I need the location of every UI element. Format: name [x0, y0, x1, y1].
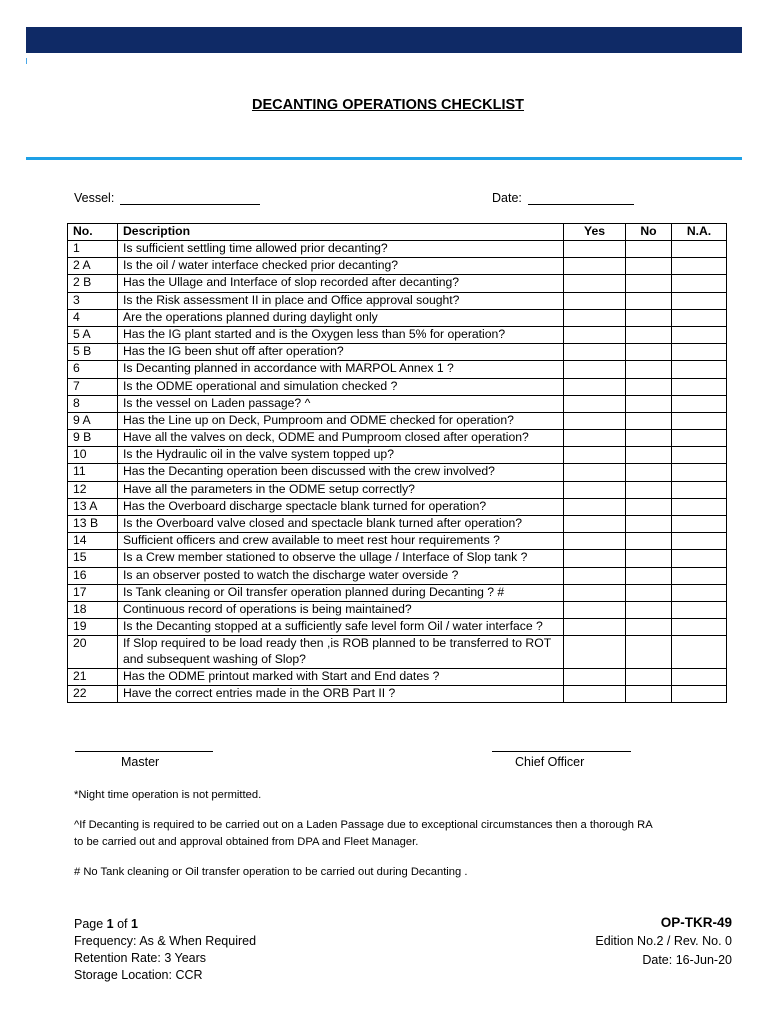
item-description: Is the oil / water interface checked prior decanting?	[118, 258, 564, 275]
yes-cell[interactable]	[564, 292, 626, 309]
col-na-header: N.A.	[672, 224, 727, 241]
note-laden-passage	[74, 817, 714, 850]
note-laden-passage-line2: to be carried out and approval obtained from DPA and Fleet Manager.	[74, 835, 419, 848]
table-row	[68, 533, 727, 550]
yes-cell[interactable]	[564, 447, 626, 464]
no-cell[interactable]	[626, 344, 672, 361]
item-number: 19	[68, 619, 118, 636]
item-description: Has the Line up on Deck, Pumproom and ODME checked for operation?	[118, 412, 564, 429]
no-cell[interactable]	[626, 292, 672, 309]
table-row	[68, 550, 727, 567]
table-row	[68, 567, 727, 584]
no-cell[interactable]	[626, 584, 672, 601]
yes-cell[interactable]	[564, 481, 626, 498]
item-number: 10	[68, 447, 118, 464]
yes-cell[interactable]	[564, 668, 626, 685]
na-cell[interactable]	[672, 241, 727, 258]
no-cell[interactable]	[626, 326, 672, 343]
na-cell[interactable]	[672, 275, 727, 292]
yes-cell[interactable]	[564, 685, 626, 702]
no-cell[interactable]	[626, 516, 672, 533]
item-description: Is Decanting planned in accordance with MARPOL Annex 1 ?	[118, 361, 564, 378]
no-cell[interactable]	[626, 601, 672, 618]
yes-cell[interactable]	[564, 636, 626, 668]
col-no-header: No.	[68, 224, 118, 241]
item-number: 16	[68, 567, 118, 584]
table-row	[68, 447, 727, 464]
item-number: 17	[68, 584, 118, 601]
note-tank-cleaning: # No Tank cleaning or Oil transfer operation to be carried out during Decanting .	[74, 866, 468, 878]
col-no-answer-header: No	[626, 224, 672, 241]
item-number: 2 A	[68, 258, 118, 275]
item-description: If Slop required to be load ready then ,is ROB planned to be transferred to ROT and subsequent washing of Slop?	[118, 636, 564, 668]
no-cell[interactable]	[626, 258, 672, 275]
item-number: 9 A	[68, 412, 118, 429]
yes-cell[interactable]	[564, 567, 626, 584]
no-cell[interactable]	[626, 685, 672, 702]
item-number: 22	[68, 685, 118, 702]
frequency: Frequency: As & When Required	[74, 934, 257, 948]
chief-officer-signature-line[interactable]	[492, 751, 631, 752]
date-field[interactable]	[492, 191, 634, 205]
item-description: Have all the parameters in the ODME setup correctly?	[118, 481, 564, 498]
na-cell[interactable]	[672, 498, 727, 515]
item-number: 3	[68, 292, 118, 309]
item-number: 2 B	[68, 275, 118, 292]
no-cell[interactable]	[626, 567, 672, 584]
yes-cell[interactable]	[564, 361, 626, 378]
table-row	[68, 275, 727, 292]
yes-cell[interactable]	[564, 395, 626, 412]
na-cell[interactable]	[672, 292, 727, 309]
na-cell[interactable]	[672, 344, 727, 361]
no-cell[interactable]	[626, 412, 672, 429]
table-header-row	[68, 224, 727, 241]
chief-officer-label: Chief Officer	[515, 755, 585, 769]
table-row	[68, 584, 727, 601]
no-cell[interactable]	[626, 378, 672, 395]
vessel-field[interactable]	[74, 191, 260, 205]
na-cell[interactable]	[672, 378, 727, 395]
item-number: 1	[68, 241, 118, 258]
item-description: Is sufficient settling time allowed prior decanting?	[118, 241, 564, 258]
item-number: 11	[68, 464, 118, 481]
yes-cell[interactable]	[564, 241, 626, 258]
master-label: Master	[121, 755, 160, 769]
item-description: Is the ODME operational and simulation checked ?	[118, 378, 564, 395]
item-number: 14	[68, 533, 118, 550]
table-row	[68, 258, 727, 275]
col-description-header: Description	[118, 224, 564, 241]
yes-cell[interactable]	[564, 258, 626, 275]
item-description: Is the Decanting stopped at a sufficiently safe level form Oil / water interface ?	[118, 619, 564, 636]
table-row	[68, 309, 727, 326]
page-total: 1	[131, 917, 138, 931]
no-cell[interactable]	[626, 309, 672, 326]
no-cell[interactable]	[626, 550, 672, 567]
item-number: 5 B	[68, 344, 118, 361]
table-row	[68, 395, 727, 412]
item-description: Is Tank cleaning or Oil transfer operation planned during Decanting ? #	[118, 584, 564, 601]
yes-cell[interactable]	[564, 533, 626, 550]
na-cell[interactable]	[672, 685, 727, 702]
item-description: Is the Hydraulic oil in the valve system topped up?	[118, 447, 564, 464]
item-number: 5 A	[68, 326, 118, 343]
na-cell[interactable]	[672, 464, 727, 481]
table-row	[68, 430, 727, 447]
page-number	[74, 916, 256, 933]
date-label: Date:	[492, 191, 522, 205]
page-title: DECANTING OPERATIONS CHECKLIST	[251, 97, 525, 113]
header-mark	[26, 58, 27, 64]
table-row	[68, 344, 727, 361]
item-description: Has the Ullage and Interface of slop recorded after decanting?	[118, 275, 564, 292]
item-number: 13 A	[68, 498, 118, 515]
item-number: 21	[68, 668, 118, 685]
item-number: 18	[68, 601, 118, 618]
item-description: Has the ODME printout marked with Start and End dates ?	[118, 668, 564, 685]
document-code: OP-TKR-49	[660, 915, 732, 930]
yes-cell[interactable]	[564, 378, 626, 395]
na-cell[interactable]	[672, 481, 727, 498]
na-cell[interactable]	[672, 447, 727, 464]
date-blank[interactable]	[528, 192, 634, 205]
item-number: 9 B	[68, 430, 118, 447]
na-cell[interactable]	[672, 258, 727, 275]
yes-cell[interactable]	[564, 516, 626, 533]
table-row	[68, 292, 727, 309]
item-description: Is the Risk assessment II in place and Office approval sought?	[118, 292, 564, 309]
item-description: Have the correct entries made in the ORB Part II ?	[118, 685, 564, 702]
table-row	[68, 516, 727, 533]
na-cell[interactable]	[672, 395, 727, 412]
na-cell[interactable]	[672, 309, 727, 326]
na-cell[interactable]	[672, 636, 727, 668]
table-row	[68, 601, 727, 618]
no-cell[interactable]	[626, 241, 672, 258]
header-bar	[26, 27, 742, 53]
item-description: Are the operations planned during daylight only	[118, 309, 564, 326]
edition: Edition No.2 / Rev. No. 0	[595, 934, 732, 948]
checklist-body	[68, 241, 727, 703]
yes-cell[interactable]	[564, 498, 626, 515]
table-row	[68, 636, 727, 668]
vessel-label: Vessel:	[74, 191, 115, 205]
item-description: Has the Overboard discharge spectacle blank turned for operation?	[118, 498, 564, 515]
na-cell[interactable]	[672, 430, 727, 447]
table-row	[68, 378, 727, 395]
no-cell[interactable]	[626, 430, 672, 447]
yes-cell[interactable]	[564, 619, 626, 636]
na-cell[interactable]	[672, 412, 727, 429]
na-cell[interactable]	[672, 361, 727, 378]
yes-cell[interactable]	[564, 344, 626, 361]
item-description: Is an observer posted to watch the discharge water overside ?	[118, 567, 564, 584]
item-description: Is the vessel on Laden passage? ^	[118, 395, 564, 412]
retention-rate: Retention Rate: 3 Years	[74, 951, 207, 965]
no-cell[interactable]	[626, 619, 672, 636]
na-cell[interactable]	[672, 516, 727, 533]
item-description: Sufficient officers and crew available to meet rest hour requirements ?	[118, 533, 564, 550]
no-cell[interactable]	[626, 361, 672, 378]
na-cell[interactable]	[672, 601, 727, 618]
na-cell[interactable]	[672, 584, 727, 601]
yes-cell[interactable]	[564, 275, 626, 292]
yes-cell[interactable]	[564, 584, 626, 601]
table-row	[68, 464, 727, 481]
item-description: Continuous record of operations is being maintained?	[118, 601, 564, 618]
checklist-table	[67, 223, 727, 703]
item-number: 12	[68, 481, 118, 498]
item-number: 8	[68, 395, 118, 412]
item-number: 7	[68, 378, 118, 395]
no-cell[interactable]	[626, 636, 672, 668]
no-cell[interactable]	[626, 395, 672, 412]
document-date: Date: 16-Jun-20	[642, 953, 732, 967]
no-cell[interactable]	[626, 481, 672, 498]
yes-cell[interactable]	[564, 464, 626, 481]
na-cell[interactable]	[672, 533, 727, 550]
col-yes-header: Yes	[564, 224, 626, 241]
yes-cell[interactable]	[564, 601, 626, 618]
yes-cell[interactable]	[564, 412, 626, 429]
na-cell[interactable]	[672, 326, 727, 343]
table-row	[68, 412, 727, 429]
no-cell[interactable]	[626, 498, 672, 515]
no-cell[interactable]	[626, 447, 672, 464]
item-description: Is the Overboard valve closed and spectacle blank turned after operation?	[118, 516, 564, 533]
table-row	[68, 498, 727, 515]
page-of: of	[113, 917, 131, 931]
na-cell[interactable]	[672, 567, 727, 584]
table-row	[68, 481, 727, 498]
table-row	[68, 326, 727, 343]
yes-cell[interactable]	[564, 550, 626, 567]
item-description: Is a Crew member stationed to observe the ullage / Interface of Slop tank ?	[118, 550, 564, 567]
table-row	[68, 619, 727, 636]
no-cell[interactable]	[626, 275, 672, 292]
no-cell[interactable]	[626, 533, 672, 550]
vessel-blank[interactable]	[120, 192, 260, 205]
yes-cell[interactable]	[564, 430, 626, 447]
na-cell[interactable]	[672, 550, 727, 567]
na-cell[interactable]	[672, 619, 727, 636]
item-description: Has the IG been shut off after operation?	[118, 344, 564, 361]
no-cell[interactable]	[626, 464, 672, 481]
note-night-operation: *Night time operation is not permitted.	[74, 789, 262, 801]
table-row	[68, 241, 727, 258]
page-current: 1	[106, 917, 114, 931]
yes-cell[interactable]	[564, 309, 626, 326]
storage-location: Storage Location: CCR	[74, 968, 203, 982]
no-cell[interactable]	[626, 668, 672, 685]
yes-cell[interactable]	[564, 326, 626, 343]
table-row	[68, 685, 727, 702]
footer-right	[595, 913, 732, 970]
master-signature-line[interactable]	[75, 751, 213, 752]
na-cell[interactable]	[672, 668, 727, 685]
item-number: 13 B	[68, 516, 118, 533]
title-divider	[26, 157, 742, 160]
item-description: Has the IG plant started and is the Oxygen less than 5% for operation?	[118, 326, 564, 343]
page-prefix: Page	[74, 917, 107, 931]
note-laden-passage-line1: ^If Decanting is required to be carried out on a Laden Passage due to exceptional circumstances then a thorough RA	[74, 819, 653, 831]
footer-left	[74, 916, 256, 984]
item-description: Have all the valves on deck, ODME and Pumproom closed after operation?	[118, 430, 564, 447]
table-row	[68, 668, 727, 685]
item-number: 6	[68, 361, 118, 378]
item-number: 4	[68, 309, 118, 326]
table-row	[68, 361, 727, 378]
item-number: 20	[68, 636, 118, 668]
item-description: Has the Decanting operation been discussed with the crew involved?	[118, 464, 564, 481]
item-number: 15	[68, 550, 118, 567]
